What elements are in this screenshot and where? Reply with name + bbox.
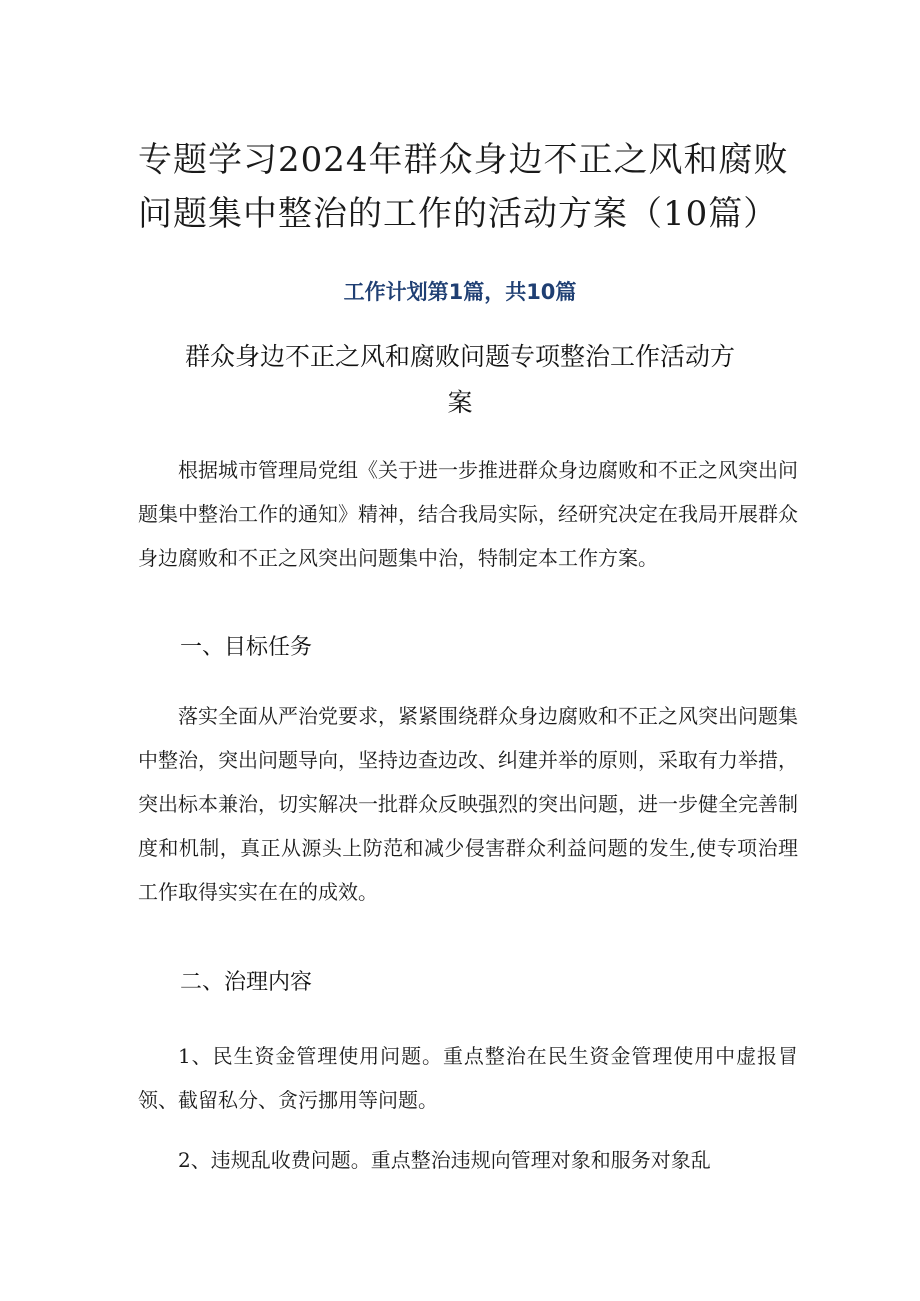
content-item-2: 2、违规乱收费问题。重点整治违规向管理对象和服务对象乱 — [178, 1148, 711, 1172]
goals-paragraph: 落实全面从严治党要求，紧紧围绕群众身边腐败和不正之风突出问题集中整治，突出问题导向，坚持边查边改、纠建并举的原则，采取有力举措，突出标本兼治，切实解决一批群众反映强烈的突出问题，进一步健全完善制度和机制，真正从源头上防范和减少侵害群众利益问题的发生,使专项治理工作取得实实在在的成效。 — [138, 704, 798, 904]
plan-label: 工作计划第1篇，共10篇 — [343, 280, 577, 304]
section-subtitle: 群众身边不正之风和腐败问题专项整治工作活动方案 — [184, 342, 735, 417]
content-item-1: 1、民生资金管理使用问题。重点整治在民生资金管理使用中虚报冒领、截留私分、贪污挪用等问题。 — [138, 1044, 798, 1112]
document-title: 专题学习2024年群众身边不正之风和腐败问题集中整治的工作的活动方案（10篇） — [138, 139, 789, 234]
section-heading-goals: 一、目标任务 — [180, 635, 313, 660]
intro-paragraph: 根据城市管理局党组《关于进一步推进群众身边腐败和不正之风突出问题集中整治工作的通知》精神，结合我局实际，经研究决定在我局开展群众身边腐败和不正之风突出问题集中治，特制定本工作方案。 — [138, 458, 798, 570]
section-heading-content: 二、治理内容 — [180, 970, 313, 995]
